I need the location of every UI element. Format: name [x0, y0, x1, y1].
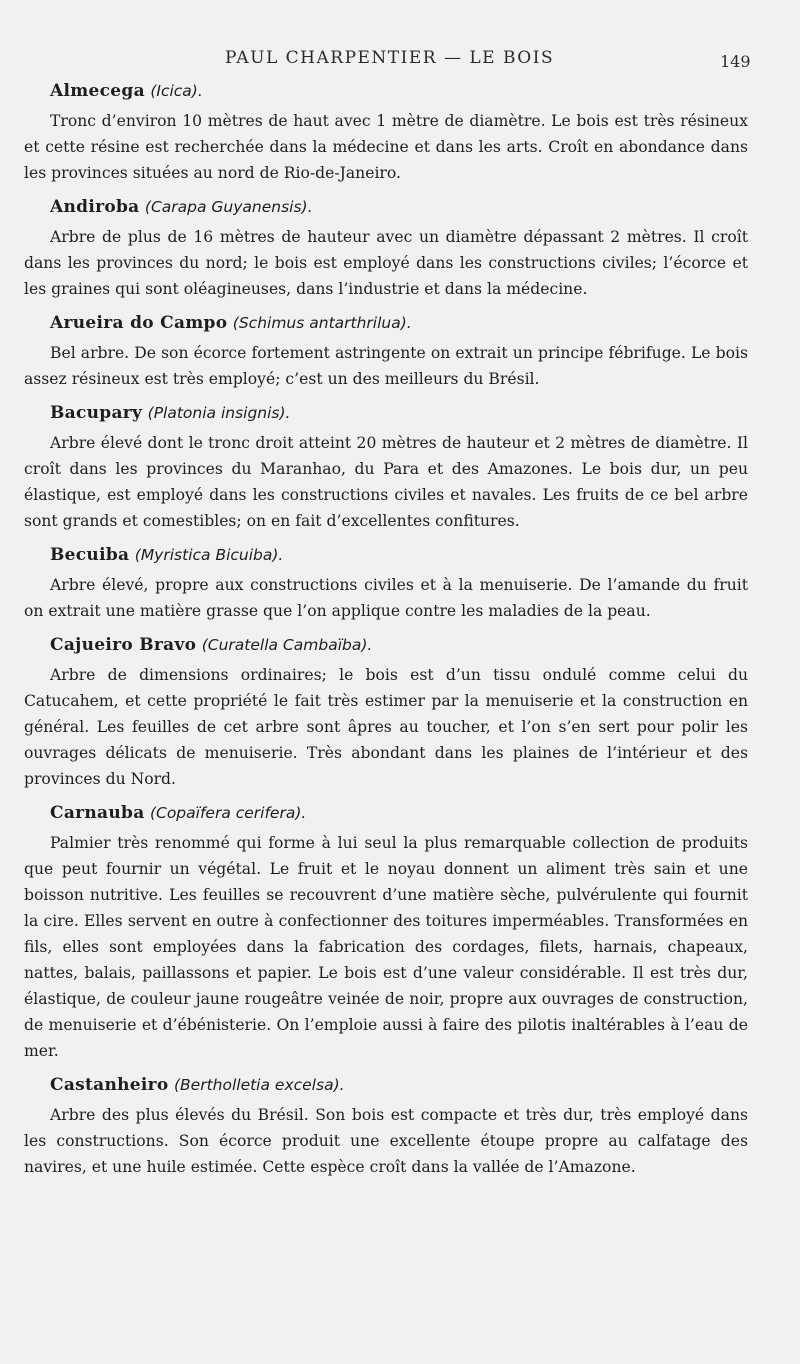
- scientific-name: (Curatella Cambaïba).: [201, 636, 373, 654]
- entry-heading: [50, 542, 748, 568]
- entry-description: Tronc d’environ 10 mètres de haut avec 1 mètre de diamètre. Le bois est très résineux et cette résine est recherchée dans la médecine et dans les arts. Croît en abondance dans les provinces situées au nord de Rio-de-Janeiro.: [24, 112, 748, 182]
- entry-heading: [50, 400, 748, 426]
- entry-description: Bel arbre. De son écorce fortement astringente on extrait un principe fébrifuge. Le bois assez résineux est très employé; c’est un des meilleurs du Brésil.: [24, 344, 748, 388]
- species-name: Castanheiro: [50, 1075, 169, 1095]
- entry-almecega: [24, 78, 748, 186]
- scientific-name: (Myristica Bicuiba).: [134, 546, 284, 564]
- entry-carnauba: [24, 800, 748, 1064]
- species-name: Almecega: [50, 81, 145, 101]
- entry-heading: [50, 632, 748, 658]
- entry-becuiba: [24, 542, 748, 624]
- entry-description: Arbre élevé, propre aux constructions civiles et à la menuiserie. De l’amande du fruit on extrait une matière grasse que l’on applique contre les maladies de la peau.: [24, 576, 748, 620]
- scientific-name: (Copaïfera cerifera).: [149, 804, 307, 822]
- page-body: [24, 78, 748, 1188]
- species-name: Becuiba: [50, 545, 130, 565]
- entry-description: Palmier très renommé qui forme à lui seul la plus remarquable collection de produits que peut fournir un végétal. Le fruit et le noyau donnent un aliment très sain et une boisson nutritive. Les feuilles se recouvrent d’une matière sèche, pulvérulente qui fournit la cire. Elles servent en outre à confectionner des toitures imperméables. Transformées en fils, elles sont employées dans la fabrication des cordages, filets, harnais, chapeaux, nattes, balais, paillassons et papier. Le bois est d’une valeur considérable. Il est très dur, élastique, de couleur jaune rougeâtre veinée de noir, propre aux ouvrages de construction, de menuiserie et d’ébénisterie. On l’emploie aussi à faire des pilotis inaltérables à l’eau de mer.: [24, 834, 748, 1060]
- species-name: Bacupary: [50, 403, 143, 423]
- scientific-name: (Icica).: [150, 82, 203, 100]
- species-name: Cajueiro Bravo: [50, 635, 197, 655]
- entry-arueira-do-campo: [24, 310, 748, 392]
- entry-description: Arbre élevé dont le tronc droit atteint 20 mètres de hauteur et 2 mètres de diamètre. Il croît dans les provinces du Maranhao, du Para et des Amazones. Le bois dur, un peu élastique, est employé dans les constructions civiles et navales. Les fruits de ce bel arbre sont grands et comestibles; on en fait d’excellentes confitures.: [24, 434, 748, 530]
- scientific-name: (Schimus antarthrilua).: [232, 314, 412, 332]
- entry-heading: [50, 78, 748, 104]
- entry-andiroba: [24, 194, 748, 302]
- entry-cajueiro-bravo: [24, 632, 748, 792]
- entry-description: Arbre de plus de 16 mètres de hauteur avec un diamètre dépassant 2 mètres. Il croît dans les provinces du nord; le bois est employé dans les constructions civiles; l’écorce et les graines qui sont oléagineuses, dans l’industrie et dans la médecine.: [24, 228, 748, 298]
- running-head: [0, 44, 800, 74]
- entry-description: Arbre de dimensions ordinaires; le bois est d’un tissu ondulé comme celui du Catucahem, et cette propriété le fait très estimer par la menuiserie et la construction en général. Les feuilles de cet arbre sont âpres au toucher, et l’on s’en sert pour polir les ouvrages délicats de menuiserie. Très abondant dans les plaines de l’intérieur et des provinces du Nord.: [24, 666, 748, 788]
- entry-castanheiro: [24, 1072, 748, 1180]
- running-title: PAUL CHARPENTIER — LE BOIS: [225, 48, 555, 68]
- species-name: Andiroba: [50, 197, 140, 217]
- entry-heading: [50, 194, 748, 220]
- entry-heading: [50, 310, 748, 336]
- entry-heading: [50, 800, 748, 826]
- species-name: Carnauba: [50, 803, 145, 823]
- page-number: 149: [720, 52, 751, 71]
- species-name: Arueira do Campo: [50, 313, 228, 333]
- entry-heading: [50, 1072, 748, 1098]
- entry-bacupary: [24, 400, 748, 534]
- scientific-name: (Bertholletia excelsa).: [173, 1076, 345, 1094]
- scientific-name: (Carapa Guyanensis).: [144, 198, 313, 216]
- scientific-name: (Platonia insignis).: [147, 404, 291, 422]
- entry-description: Arbre des plus élevés du Brésil. Son bois est compacte et très dur, très employé dans les constructions. Son écorce produit une excellente étoupe propre au calfatage des navires, et une huile estimée. Cette espèce croît dans la vallée de l’Amazone.: [24, 1106, 748, 1176]
